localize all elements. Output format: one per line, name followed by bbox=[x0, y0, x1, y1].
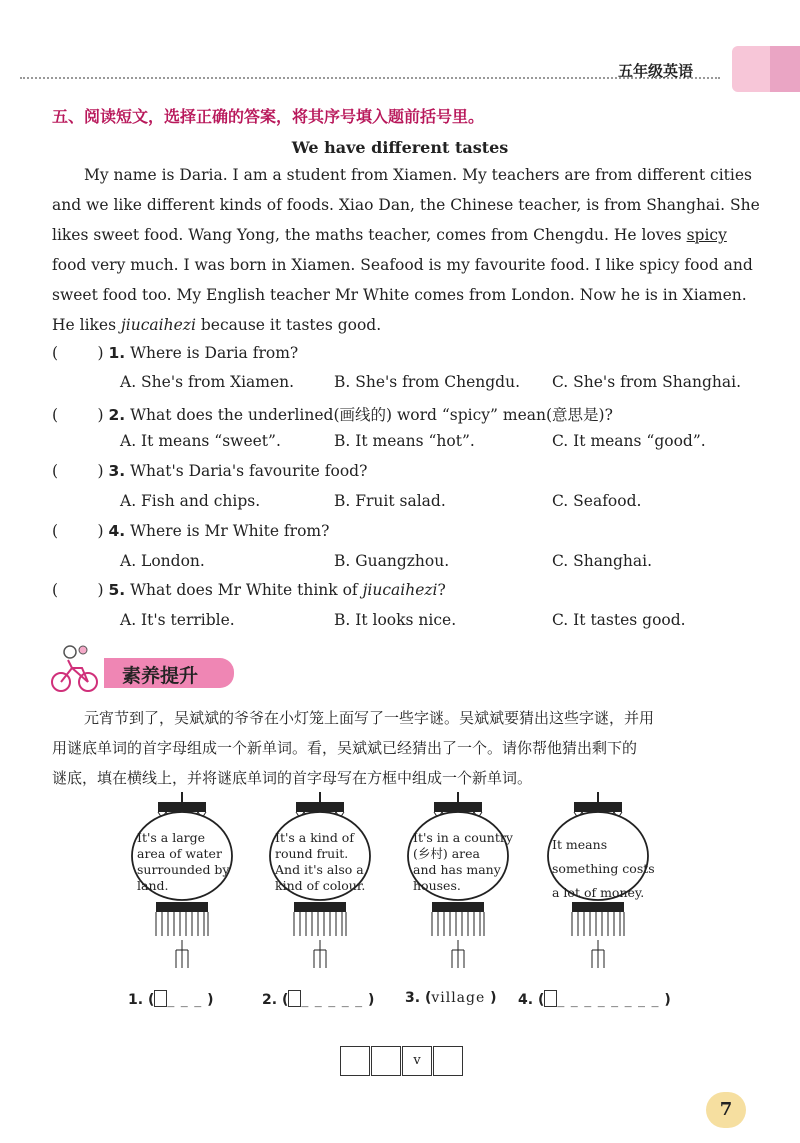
answer-open: ( bbox=[147, 992, 155, 1008]
first-letter-box[interactable] bbox=[544, 990, 557, 1007]
answer-3 bbox=[405, 990, 497, 1006]
first-letter-box[interactable] bbox=[154, 990, 167, 1007]
riddle-line: It means bbox=[552, 837, 608, 852]
italic-word: jiucaihezi bbox=[121, 316, 196, 334]
riddle-line: land. bbox=[137, 878, 169, 893]
instruction-line: 用谜底单词的首字母组成一个新单词。看，吴斌斌已经猜出了一个。请你帮他猜出剩下的 bbox=[52, 739, 638, 757]
question-text: Where is Mr White from? bbox=[130, 522, 330, 540]
italic-word: jiucaihezi bbox=[362, 581, 438, 599]
answer-filled: village bbox=[431, 990, 486, 1006]
page-number: 7 bbox=[706, 1092, 746, 1128]
answer-close: ) bbox=[490, 990, 497, 1006]
lanterns-illustration bbox=[0, 790, 800, 980]
answer-close: ) bbox=[207, 992, 214, 1008]
riddle-line: area of water bbox=[137, 846, 222, 861]
option-b[interactable]: B. It means “hot”. bbox=[334, 432, 475, 450]
section-banner-title: 素养提升 bbox=[122, 665, 199, 687]
answer-blank[interactable]: _ _ _ _ _ _ _ _ bbox=[557, 992, 660, 1008]
answer-close: ) bbox=[368, 992, 375, 1008]
story-line: food very much. I was born in Xiamen. Seafood is my favourite food. I like spicy food and bbox=[52, 256, 753, 274]
story-line-text: He likes bbox=[52, 316, 117, 334]
story-line bbox=[52, 220, 752, 250]
question-text-end: ? bbox=[437, 581, 446, 599]
option-a[interactable]: A. She's from Xiamen. bbox=[120, 373, 295, 391]
answer-open: ( bbox=[281, 992, 289, 1008]
answer-bracket[interactable]: ( ) bbox=[52, 462, 104, 480]
first-letter-box[interactable] bbox=[288, 990, 301, 1007]
option-c[interactable]: C. It tastes good. bbox=[552, 611, 686, 629]
option-c[interactable]: C. Seafood. bbox=[552, 492, 642, 510]
answer-number: 1. bbox=[128, 992, 144, 1008]
story-line: and we like different kinds of foods. Xiao Dan, the Chinese teacher, is from Shanghai. She bbox=[52, 196, 760, 214]
option-b[interactable]: B. She's from Chengdu. bbox=[334, 373, 521, 391]
option-b[interactable]: B. It looks nice. bbox=[334, 611, 457, 629]
riddle-line: And it's also a bbox=[275, 862, 364, 877]
answer-open: ( bbox=[424, 990, 432, 1006]
riddle-line: It's a kind of bbox=[275, 830, 354, 845]
option-b[interactable]: B. Fruit salad. bbox=[334, 492, 446, 510]
question-number: 4. bbox=[108, 522, 126, 540]
answer-number: 3. bbox=[405, 990, 421, 1006]
story-title: We have different tastes bbox=[291, 138, 509, 157]
option-c[interactable]: C. It means “good”. bbox=[552, 432, 706, 450]
riddle-line: and has many bbox=[413, 862, 501, 877]
underlined-word: spicy bbox=[686, 226, 727, 244]
question-text: What does Mr White think of bbox=[130, 581, 358, 599]
question-number: 3. bbox=[108, 462, 126, 480]
option-c[interactable]: C. She's from Shanghai. bbox=[552, 373, 742, 391]
result-box[interactable] bbox=[371, 1046, 401, 1076]
answer-open: ( bbox=[537, 992, 545, 1008]
lantern-3-text bbox=[413, 830, 513, 894]
lantern-1-text bbox=[137, 830, 229, 894]
answer-close: ) bbox=[664, 992, 671, 1008]
question-number: 2. bbox=[108, 406, 126, 424]
question-text: What does the underlined(画线的) word “spicy” mean(意思是)? bbox=[130, 406, 613, 424]
riddle-line: It's in a country bbox=[413, 830, 513, 845]
riddle-line: surrounded by bbox=[137, 862, 230, 877]
option-a[interactable]: A. It's terrible. bbox=[120, 611, 235, 629]
riddle-line: It's a large bbox=[137, 830, 206, 845]
page-tab-accent bbox=[770, 46, 800, 92]
story-line-text: because it tastes good. bbox=[200, 316, 382, 334]
question-number: 5. bbox=[108, 581, 126, 599]
option-a[interactable]: A. Fish and chips. bbox=[120, 492, 261, 510]
result-box: v bbox=[402, 1046, 432, 1076]
result-box[interactable] bbox=[433, 1046, 463, 1076]
riddle-line: houses. bbox=[413, 878, 461, 893]
answer-blank[interactable]: _ _ _ bbox=[167, 992, 203, 1008]
question-text: What's Daria's favourite food? bbox=[130, 462, 368, 480]
section-banner bbox=[104, 658, 234, 688]
answer-2[interactable] bbox=[262, 990, 374, 1008]
riddle-line: a lot of money. bbox=[552, 885, 645, 900]
riddle-line: round fruit. bbox=[275, 846, 349, 861]
header-label: 五年级英语 bbox=[618, 62, 694, 80]
story-line: sweet food too. My English teacher Mr White comes from London. Now he is in Xiamen. bbox=[52, 286, 747, 304]
result-box[interactable] bbox=[340, 1046, 370, 1076]
answer-bracket[interactable]: ( ) bbox=[52, 581, 104, 599]
answer-bracket[interactable]: ( ) bbox=[52, 406, 104, 424]
instructions bbox=[52, 703, 752, 793]
instruction-line: 谜底，填在横线上，并将谜底单词的首字母写在方框中组成一个新单词。 bbox=[52, 769, 533, 787]
question-5 bbox=[52, 581, 446, 599]
question-2 bbox=[52, 403, 613, 425]
answer-blank[interactable]: _ _ _ _ _ bbox=[301, 992, 364, 1008]
option-b[interactable]: B. Guangzhou. bbox=[334, 552, 450, 570]
answer-number: 4. bbox=[518, 992, 534, 1008]
riddle-line: (乡村) area bbox=[413, 846, 481, 861]
story-line bbox=[52, 310, 752, 340]
lantern-4-text bbox=[552, 833, 655, 905]
option-c[interactable]: C. Shanghai. bbox=[552, 552, 653, 570]
riddle-line: kind of colour. bbox=[275, 878, 366, 893]
answer-bracket[interactable]: ( ) bbox=[52, 344, 104, 362]
story-line-text: likes sweet food. Wang Yong, the maths teacher, comes from Chengdu. He loves bbox=[52, 226, 682, 244]
lantern-2-text bbox=[275, 830, 365, 894]
section-title: 五、阅读短文，选择正确的答案，将其序号填入题前括号里。 bbox=[52, 107, 485, 126]
question-text: Where is Daria from? bbox=[130, 344, 299, 362]
story-paragraph bbox=[52, 160, 760, 340]
option-a[interactable]: A. London. bbox=[120, 552, 205, 570]
riddle-line: something costs bbox=[552, 861, 655, 876]
answer-bracket[interactable]: ( ) bbox=[52, 522, 104, 540]
story-line: My name is Daria. I am a student from Xiamen. My teachers are from different cities bbox=[84, 166, 752, 184]
question-4 bbox=[52, 522, 329, 540]
answer-1[interactable] bbox=[128, 990, 214, 1008]
option-a[interactable]: A. It means “sweet”. bbox=[120, 432, 281, 450]
instruction-line: 元宵节到了，吴斌斌的爷爷在小灯笼上面写了一些字谜。吴斌斌要猜出这些字谜，并用 bbox=[84, 709, 655, 727]
question-3 bbox=[52, 462, 367, 480]
bicycle-icon bbox=[48, 640, 100, 694]
header-divider bbox=[20, 77, 720, 79]
question-number: 1. bbox=[108, 344, 126, 362]
answer-number: 2. bbox=[262, 992, 278, 1008]
question-1 bbox=[52, 344, 298, 362]
answer-4[interactable] bbox=[518, 990, 671, 1008]
